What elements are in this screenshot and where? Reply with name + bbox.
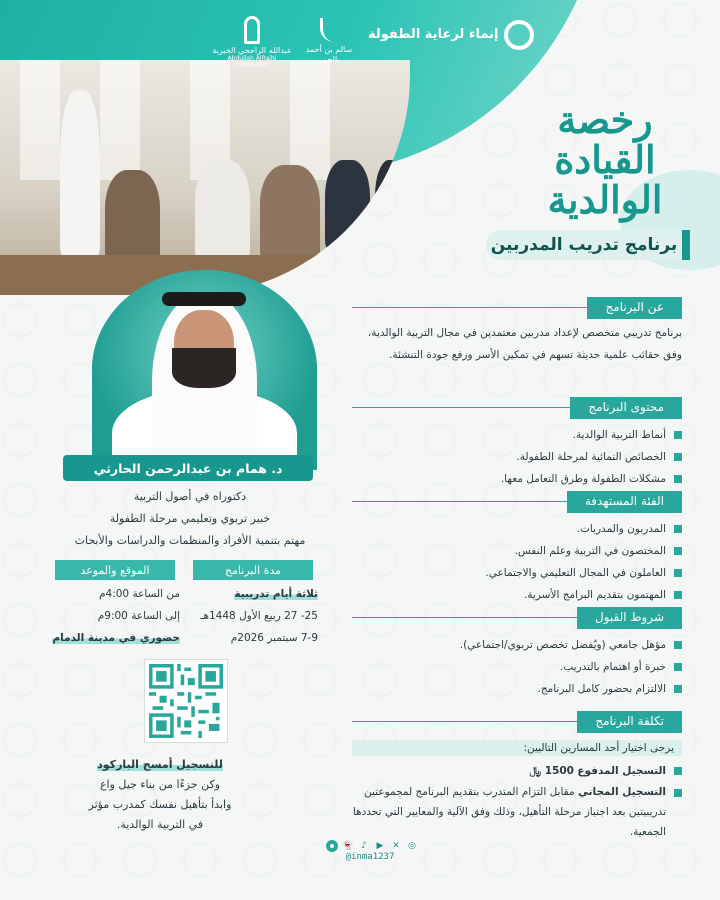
duration-heading (193, 560, 313, 580)
list-item: أنماط التربية الوالدية. (352, 424, 682, 446)
logo-abdullah-text: عبدالله الراجحي الخيرية (212, 46, 292, 55)
logo-salem-text: سالم بن أحمد بالحمر (305, 45, 353, 64)
location-details (45, 583, 180, 649)
register-block (40, 755, 280, 835)
x-icon[interactable]: ✕ (392, 841, 400, 851)
list-item: خبرة أو اهتمام بالتدريب. (352, 656, 682, 678)
trainer-name (63, 455, 313, 481)
duration-heading-text: مدة البرنامج (224, 563, 282, 577)
snapchat-icon[interactable]: 👻 (342, 841, 354, 851)
location-place: حضوري في مدينة الدمام (52, 632, 180, 644)
register-line: في التربية الوالدية. (116, 818, 204, 831)
section-admission-heading: شروط القبول (577, 607, 682, 629)
free-body: مقابل التزام المتدرب بتقديم البرنامج لمجموعتين تدريبيتين بعد اجتياز مرحلة التأهيل، وذلك وفق الآلية والمعايير التي تحددها الجمعية. (352, 786, 666, 838)
register-cta: للتسجيل أمسح الباركود (97, 758, 223, 771)
logo-abdullah (210, 16, 294, 69)
social-handle[interactable]: @inma1237 (345, 852, 395, 862)
logo-inmaa (368, 20, 534, 50)
location-from: من الساعة 4:00م (99, 588, 180, 600)
list-item: المختصون في التربية وعلم النفس. (352, 540, 682, 562)
trainer-portrait (92, 270, 317, 470)
list-item: المدربون والمدربات. (352, 518, 682, 540)
register-line: وكن جزءًا من بناء جيل واع (99, 778, 221, 791)
section-about (352, 296, 682, 366)
section-about-heading: عن البرنامج (587, 297, 682, 319)
tiktok-icon[interactable]: ♪ (361, 841, 367, 851)
subtitle-text: برنامج تدريب المدربين (490, 235, 678, 255)
inmaa-ring-icon (326, 840, 338, 852)
section-content (352, 396, 682, 490)
title-line-2: القيادة (554, 136, 656, 182)
instagram-icon[interactable]: ◎ (408, 841, 416, 851)
paid-option (352, 760, 682, 782)
location-heading (55, 560, 175, 580)
qr-code[interactable] (145, 660, 227, 742)
duration-days: ثلاثة أيام تدريبية (234, 588, 318, 600)
section-admission (352, 606, 682, 700)
section-about-body: برنامج تدريبي متخصص لإعداد مدربين معتمدين في مجال التربية الوالدية، وفق حقائب علمية حديثة تسهم في تمكين الأسر ورفع جودة التنشئة. (367, 327, 682, 361)
paid-value: 1500 ﷼ (529, 765, 574, 777)
bio-line: دكتوراه في أصول التربية (133, 490, 247, 503)
section-cost-heading: تكلفة البرنامج (577, 711, 682, 733)
feather-icon (320, 18, 338, 42)
workshop-photo (0, 60, 410, 295)
cost-note: يرجى اختيار أحد المسارين التاليين: (352, 740, 682, 756)
title-line-3: الوالدية (547, 176, 663, 222)
register-line: وابدأ بتأهيل نفسك كمدرب مؤثر (88, 798, 232, 811)
duration-hijri: 25- 27 ربيع الأول 1448هـ (200, 610, 318, 622)
duration-details (183, 583, 318, 649)
logo-abdullah-en: Abdullah AlRajhi Foundation (227, 54, 277, 69)
list-item: العاملون في المجال التعليمي والاجتماعي. (352, 562, 682, 584)
bio-line: خبير تربوي وتعليمي مرحلة الطفولة (109, 512, 271, 525)
section-audience (352, 490, 682, 606)
logo-salem (296, 18, 362, 64)
location-to: إلى الساعة 9:00م (97, 610, 180, 622)
program-subtitle (486, 230, 682, 260)
footer (300, 840, 440, 862)
title-line-1: رخصة (557, 97, 653, 142)
list-item: مؤهل جامعي (ويُفضل تخصص تربوي/اجتماعي). (352, 634, 682, 656)
list-item: المهتمون بتقديم البرامج الأسرية. (352, 584, 682, 606)
list-item: الخصائص النمائية لمرحلة الطفولة. (352, 446, 682, 468)
section-content-heading: محتوى البرنامج (570, 397, 682, 419)
section-audience-heading: الفئة المستهدفة (567, 491, 682, 513)
duration-gregorian: 7-9 سبتمبر 2026م (230, 632, 318, 644)
list-item: الالتزام بحضور كامل البرنامج. (352, 678, 682, 700)
list-item: مشكلات الطفولة وطرق التعامل معها. (352, 468, 682, 490)
trainer-bio (40, 486, 340, 552)
paid-label: التسجيل المدفوع (577, 765, 666, 777)
logo-inmaa-text: إنماء لرعاية الطفولة (368, 26, 499, 42)
inmaa-icon (504, 20, 534, 50)
bio-line: مهتم بتنمية الأفراد والمنظمات والدراسات والأبحاث (74, 534, 306, 547)
qr-code-graphic (149, 664, 223, 738)
free-label: التسجيل المجاني (577, 786, 666, 798)
free-option (352, 782, 682, 842)
social-links (300, 840, 440, 852)
trainer-name-text: د. همام بن عبدالرحمن الحارثي (93, 460, 283, 476)
foundation-icon (244, 16, 260, 44)
youtube-icon[interactable]: ▶ (376, 841, 384, 851)
program-title (530, 97, 680, 222)
location-heading-text: الموقع والموعد (80, 563, 150, 577)
section-cost (352, 710, 682, 842)
